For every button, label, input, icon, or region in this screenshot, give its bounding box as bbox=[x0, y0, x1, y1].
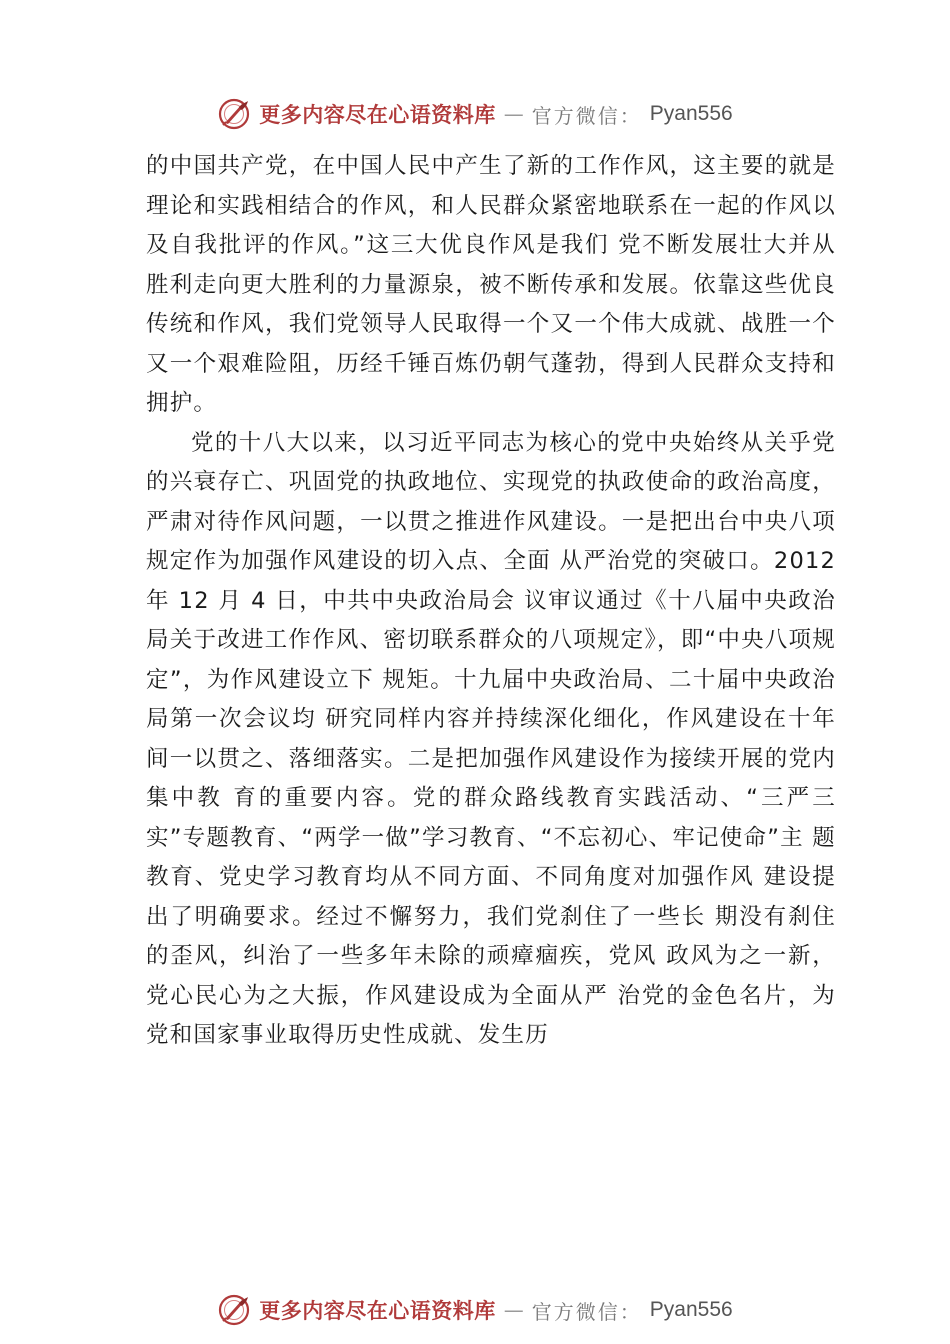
banner-separator: — bbox=[503, 102, 524, 126]
banner-brand-text: 更多内容尽在心语资料库 bbox=[259, 102, 496, 127]
header-banner bbox=[0, 94, 950, 134]
banner-wechat-label: 官方微信： bbox=[531, 1299, 642, 1324]
footer-banner bbox=[0, 1290, 950, 1330]
paragraph-2: 党的十八大以来，以习近平同志为核心的党中央始终从关乎党的兴衰存亡、巩固党的执政地位、实现党的执政使命的政治高度，严肃对待作风问题，一以贯之推进作风建设。一是把出台中央八项规定作为加强作风建设的切入点、全面 从严治党的突破口。2012 年 12 月 4 日，中共中央政治局会 议审议通过《十八届中央政治局关于改进工作作风、密切联系群众的八项规定》，即“中央八项规定”，为作风建设立下 规矩。十九届中央政治局、二十届中央政治局第一次会议均 研究同样内容并持续深化细化，作风建设在十年间一以贯之、落细落实。二是把加强作风建设作为接续开展的党内集中教 育的重要内容。党的群众路线教育实践活动、“三严三实”专题教育、“两学一做”学习教育、“不忘初心、牢记使命”主 题教育、党史学习教育均从不同方面、不同角度对加强作风 建设提出了明确要求。经过不懈努力，我们党刹住了一些长 期没有刹住的歪风，纠治了一些多年未除的顽瘴痼疾，党风 政风为之一新，党心民心为之大振，作风建设成为全面从严 治党的金色名片，为党和国家事业取得历史性成就、发生历 bbox=[146, 429, 836, 1048]
quill-seal-icon bbox=[217, 1293, 251, 1327]
banner-wechat-id: Pyan556 bbox=[649, 1298, 733, 1321]
banner-wechat-label: 官方微信： bbox=[531, 103, 642, 128]
banner-wechat-id: Pyan556 bbox=[649, 102, 733, 125]
quill-seal-icon bbox=[217, 97, 251, 131]
banner-separator: — bbox=[503, 1298, 524, 1322]
document-body bbox=[146, 147, 836, 1056]
banner-brand-text: 更多内容尽在心语资料库 bbox=[259, 1298, 496, 1323]
paragraph-1: 的中国共产党，在中国人民中产生了新的工作作风，这主要的就是理论和实践相结合的作风，和人民群众紧密地联系在一起的作风以及自我批评的作风。”这三大优良作风是我们 党不断发展壮大并从胜利走向更大胜利的力量源泉，被不断传承和发展。依靠这些优良传统和作风，我们党领导人民取得一个又一个伟大成就、战胜一个又一个艰难险阻，历经千锤百炼仍朝气蓬勃，得到人民群众支持和拥护。 bbox=[146, 153, 836, 416]
